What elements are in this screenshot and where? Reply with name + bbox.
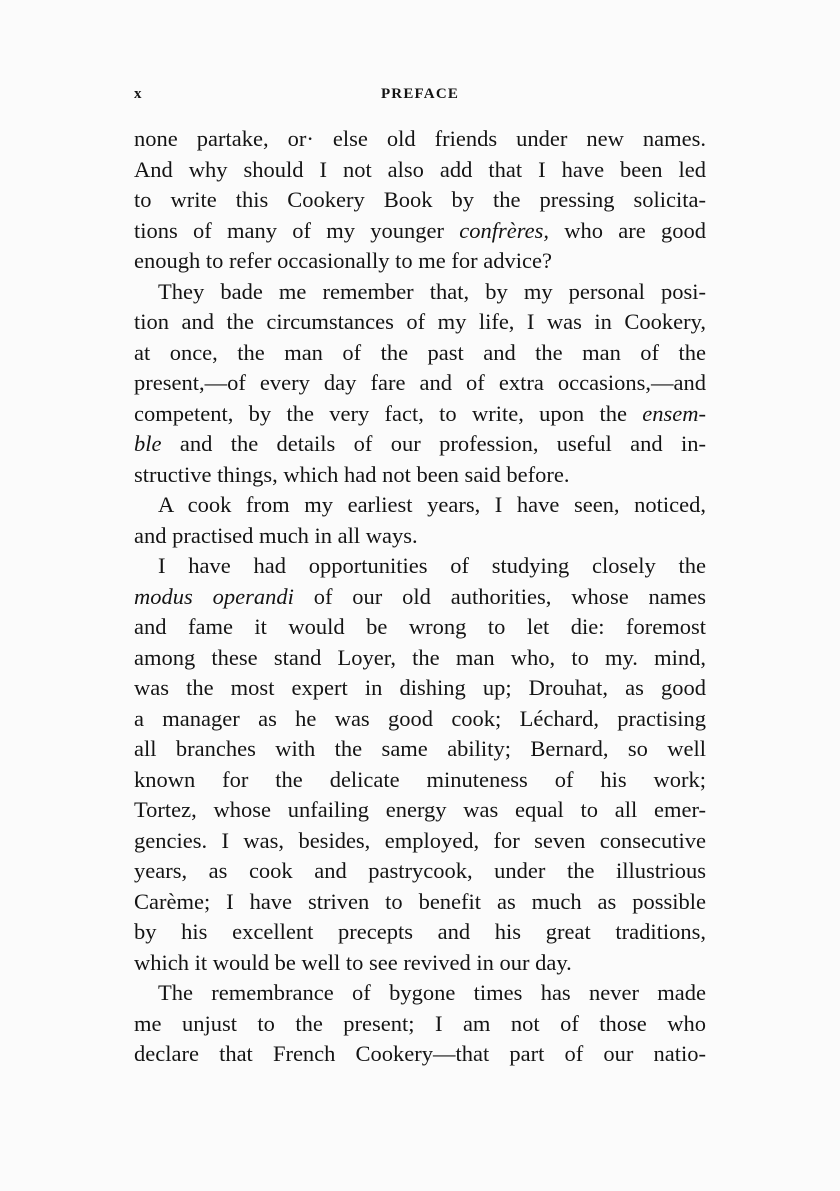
- text-line: which it would be well to see revived in our day.: [134, 949, 572, 975]
- italic-phrase: modus operandi: [134, 583, 294, 609]
- text-line: known for the delicate minuteness of his work;: [134, 766, 706, 792]
- text-segment: tions of many of my younger: [134, 217, 460, 243]
- text-line: A cook from my earliest years, I have seen, noticed,: [158, 492, 706, 517]
- text-line: Carème; I have striven to benefit as much as possible: [134, 888, 706, 914]
- text-line: and practised much in all ways.: [134, 522, 418, 548]
- text-line: [134, 216, 706, 247]
- text-line: And why should I not also add that I have been led: [134, 156, 706, 182]
- text-segment: competent, by the very fact, to write, upon the: [134, 400, 643, 426]
- text-line: among these stand Loyer, the man who, to my. mind,: [134, 644, 706, 670]
- text-line: structive things, which had not been said before.: [134, 461, 570, 487]
- text-line: tion and the circumstances of my life, I was in Cookery,: [134, 309, 706, 334]
- text-line: [134, 582, 706, 613]
- text-line: I have had opportunities of studying closely the: [158, 553, 706, 578]
- text-segment: and the details of our profession, useful and in-: [161, 431, 706, 456]
- text-line: and fame it would be wrong to let die: foremost: [134, 614, 706, 639]
- text-line: present,—of every day fare and of extra occasions,—and: [134, 370, 706, 395]
- text-line: declare that French Cookery—that part of our natio-: [134, 1041, 706, 1066]
- italic-phrase: ble: [134, 431, 162, 456]
- text-line: at once, the man of the past and the man of the: [134, 339, 706, 365]
- text-line: by his excellent precepts and his great traditions,: [134, 919, 706, 944]
- text-line: The remembrance of bygone times has never made: [158, 980, 706, 1005]
- text-line: enough to refer occasionally to me for advice?: [134, 248, 552, 273]
- page-number: x: [134, 86, 142, 102]
- text-line: They bade me remember that, by my personal posi-: [158, 278, 706, 304]
- text-line: none partake, or· else old friends under new names.: [134, 126, 706, 151]
- text-line: to write this Cookery Book by the pressing solicita-: [134, 187, 706, 212]
- text-line: a manager as he was good cook; Léchard, practising: [134, 705, 706, 731]
- italic-phrase: ensem-: [642, 400, 706, 426]
- running-head: [134, 86, 706, 108]
- text-line: Tortez, whose unfailing energy was equal to all emer-: [134, 797, 706, 822]
- text-line: all branches with the same ability; Bernard, so well: [134, 736, 706, 761]
- body-text: [134, 124, 706, 1070]
- text-line: gencies. I was, besides, employed, for seven consecutive: [134, 827, 706, 853]
- italic-phrase: confrères,: [459, 217, 550, 243]
- text-line: was the most expert in dishing up; Drouhat, as good: [134, 675, 706, 700]
- text-line: years, as cook and pastrycook, under the illustrious: [134, 858, 706, 883]
- running-title: PREFACE: [380, 86, 460, 102]
- text-segment: of our old authorities, whose names: [293, 583, 707, 609]
- text-line: [134, 399, 706, 430]
- text-line: me unjust to the present; I am not of those who: [134, 1010, 706, 1036]
- text-line: [134, 429, 706, 460]
- text-segment: who are good: [549, 217, 706, 243]
